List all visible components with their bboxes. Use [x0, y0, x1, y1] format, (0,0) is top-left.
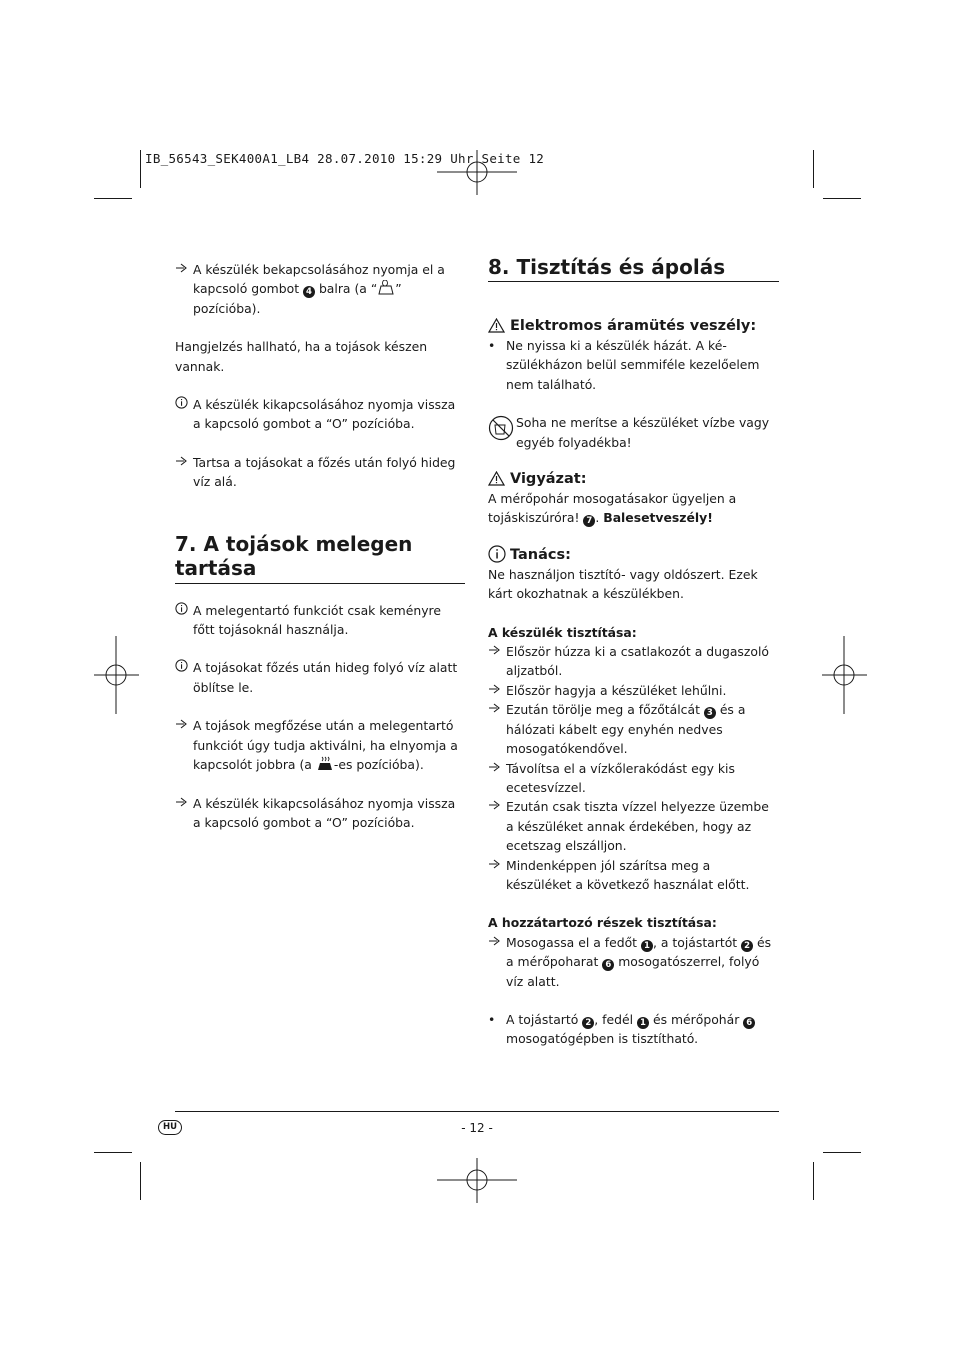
list-item: [175, 395, 465, 434]
info-icon: [488, 545, 504, 569]
ref-number: 2: [741, 940, 753, 952]
ref-number: 6: [602, 959, 614, 971]
item-text: Először húzza ki a csatlakozót a dugaszoló aljzatból.: [506, 644, 769, 679]
bullet-icon: •: [488, 338, 496, 353]
tip-text: Ne használjon tisztító- vagy oldószert. Ezek kárt okozhatnak a készülékben.: [488, 566, 758, 602]
item-text: A melegentartó funkciót csak keményre főtt tojásoknál használja.: [193, 602, 441, 638]
registration-mark-right: [822, 636, 867, 714]
arrow-icon: [488, 700, 504, 719]
item-text: A tojások megfőzése után a melegentartó funkciót úgy tudja aktiválni, ha elnyomja a kapcsolót jobbra (a: [193, 718, 458, 773]
right-column: [488, 255, 779, 1049]
ref-number: 2: [582, 1017, 594, 1029]
item-text: Ne nyissa ki a készülék házát. A ké-szülékházon belül semmiféle kezelőelem nem található.: [506, 338, 760, 392]
subheading: A készülék tisztítása:: [488, 624, 637, 640]
ref-number: 1: [641, 940, 653, 952]
ref-number: 6: [743, 1017, 755, 1029]
info-icon: [175, 601, 191, 620]
list-item: [175, 453, 465, 492]
subheading: A hozzátartozó részek tisztítása:: [488, 915, 717, 931]
page-number: - 12 -: [461, 1121, 493, 1135]
list-item: A tojások megfőzése után a melegentartó funkciót úgy tudja aktiválni, ha elnyomja a kapcsolót jobbra (a -es pozícióba).: [175, 716, 465, 774]
list-item: Mosogassa el a fedőt 1 , a tojástartót 2 és a mérőpoharat 6 mosogatószerrel, folyó víz alatt.: [488, 933, 779, 991]
arrow-icon: [175, 260, 191, 279]
item-text: A tojásokat főzés után hideg folyó víz alatt öblítse le.: [193, 660, 458, 695]
arrow-icon: [488, 642, 504, 661]
item-text: Mindenképpen jól szárítsa meg a készüléket a következő használat előtt.: [506, 857, 750, 892]
list-item: [175, 601, 465, 640]
list-item: [488, 797, 779, 855]
tip-heading: Tanács:: [488, 545, 779, 565]
item-text: Először hagyja a készüléket lehűlni.: [506, 682, 727, 698]
item-text: A készülék kikapcsolásához nyomja vissza a kapcsoló gombot a “O” pozícióba.: [193, 397, 456, 432]
item-text: A készülék bekapcsolásához nyomja el a kapcsoló gombot: [193, 262, 445, 297]
list-item: [488, 681, 779, 700]
info-icon: [175, 658, 191, 677]
warning-icon: [488, 471, 504, 492]
item-text: Ezután csak tiszta vízzel helyezze üzembe a készüléket annak érdekében, hogy az ecetszag elszálljon.: [506, 799, 769, 854]
item-text: A készülék kikapcsolásához nyomja vissza a kapcsoló gombot a “O” pozícióba.: [193, 795, 456, 830]
keep-warm-icon: [316, 756, 334, 772]
info-icon: [175, 395, 191, 414]
arrow-icon: [488, 681, 504, 700]
arrow-icon: [488, 759, 504, 778]
no-immersion-note: [488, 413, 779, 452]
list-item: Ezután törölje meg a főzőtálcát 3 és a hálózati kábelt egy enyhén nedves mosogatókendővel.: [488, 700, 779, 758]
paragraph: Hangjelzés hallható, ha a tojások készen vannak.: [175, 339, 428, 374]
egg-boil-icon: [377, 280, 395, 296]
ref-number: 1: [637, 1017, 649, 1029]
print-slug: IB_56543_SEK400A1_LB4 28.07.2010 15:29 Uhr Seite 12: [145, 151, 545, 166]
left-column: [175, 260, 465, 832]
warning-heading: Vigyázat:: [488, 469, 779, 489]
arrow-icon: [488, 856, 504, 875]
arrow-icon: [175, 716, 191, 735]
warning-heading: Elektromos áramütés veszély:: [488, 316, 779, 336]
list-item: • A tojástartó 2 , fedél 1 és mérőpohár 6 mosogatógépben is tisztítható.: [488, 1010, 779, 1049]
no-water-icon: [488, 415, 504, 446]
language-badge: HU: [158, 1120, 182, 1135]
item-text: Soha ne merítse a készüléket vízbe vagy egyéb folyadékba!: [516, 415, 770, 450]
section-rule: [488, 281, 779, 282]
item-text: Tartsa a tojásokat a főzés után folyó hideg víz alá.: [193, 454, 456, 490]
list-item: [175, 794, 465, 833]
arrow-icon: [488, 797, 504, 816]
section-title: 8. Tisztítás és ápolás: [488, 255, 726, 279]
bullet-icon: •: [488, 1011, 496, 1027]
arrow-icon: [488, 933, 504, 952]
list-item: [488, 642, 779, 681]
list-item: [488, 856, 779, 895]
list-item: [488, 336, 779, 394]
registration-mark-left: [94, 636, 139, 714]
ref-number: 4: [303, 286, 315, 298]
footer-rule: [175, 1111, 779, 1112]
list-item: [175, 658, 465, 697]
ref-number: 3: [704, 707, 716, 719]
arrow-icon: [175, 794, 191, 813]
item-text: Távolítsa el a vízkőlerakódást egy kis ecetesvízzel.: [506, 760, 735, 795]
list-item: [488, 759, 779, 798]
list-item: A készülék bekapcsolásához nyomja el a kapcsoló gombot 4 balra (a “ ” pozícióba).: [175, 260, 465, 318]
section-title: 7. A tojások melegen tartása: [175, 531, 413, 580]
registration-mark-bottom: [437, 1158, 517, 1203]
caution-text: A mérőpohár mosogatásakor ügyeljen a tojáskiszúróra! 7 . Balesetveszély!: [488, 491, 737, 527]
section-rule: [175, 583, 465, 584]
arrow-icon: [175, 453, 191, 472]
ref-number: 7: [583, 515, 595, 527]
